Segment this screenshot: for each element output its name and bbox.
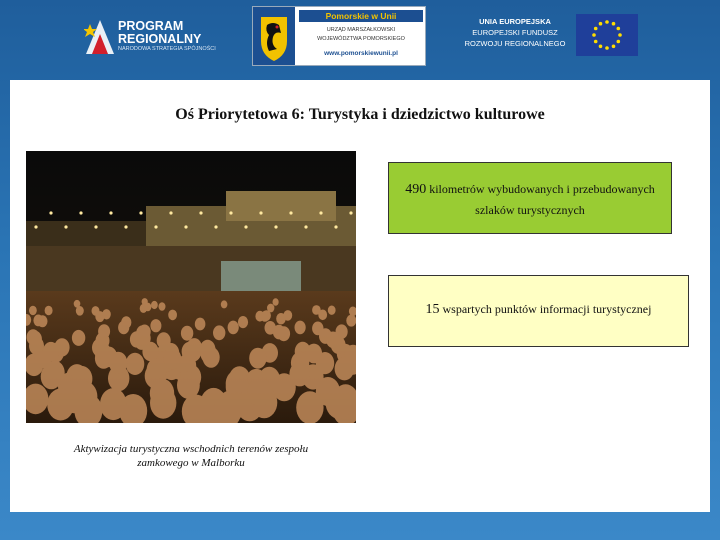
- eu-flag-icon: [576, 14, 638, 56]
- pomorskie-url: www.pomorskiewunii.pl: [324, 50, 398, 57]
- program-regionalny-star-icon: [84, 16, 114, 54]
- concert-crowd-image: [26, 151, 356, 423]
- trails-stat-box: [388, 162, 672, 234]
- pomorskie-line1: URZĄD MARSZAŁKOWSKI: [326, 27, 396, 33]
- eu-fund-text: [460, 16, 570, 49]
- info-points-stat-number: 15: [425, 302, 440, 317]
- program-regionalny-logo: [84, 14, 224, 56]
- pomorskie-line2: WOJEWÓDZTWA POMORSKIEGO: [317, 36, 405, 42]
- griffin-crest-icon: [253, 7, 295, 65]
- info-points-stat-text: wspartych punktów informacji turystycznej: [442, 302, 652, 316]
- eu-line3: ROZWOJU REGIONALNEGO: [464, 39, 566, 48]
- eu-line2: EUROPEJSKI FUNDUSZ: [472, 28, 558, 37]
- pomorskie-w-unii-logo: [252, 6, 426, 66]
- program-regionalny-text: [118, 20, 201, 46]
- info-points-stat-box: [388, 275, 689, 347]
- eu-line1: UNIA EUROPEJSKA: [479, 17, 551, 26]
- pomorskie-title: Pomorskie w Unii: [299, 10, 423, 22]
- photo-caption: Aktywizacja turystyczna wschodnich terenów zespołu zamkowego w Malborku: [73, 443, 309, 469]
- trails-stat-number: 490: [405, 182, 427, 197]
- program-tagline: NARODOWA STRATEGIA SPÓJNOŚCI: [118, 46, 216, 52]
- slide-title: Oś Priorytetowa 6: Turystyka i dziedzictwo kulturowe: [175, 106, 545, 123]
- program-line2: REGIONALNY: [118, 32, 202, 46]
- program-line1: PROGRAM: [118, 19, 184, 33]
- trails-stat-text: kilometrów wybudowanych i przebudowanych szlaków turystycznych: [429, 182, 655, 217]
- concert-crowd-photo: [26, 151, 356, 423]
- eu-fund-logo: [460, 14, 640, 56]
- header-bar: [0, 0, 720, 68]
